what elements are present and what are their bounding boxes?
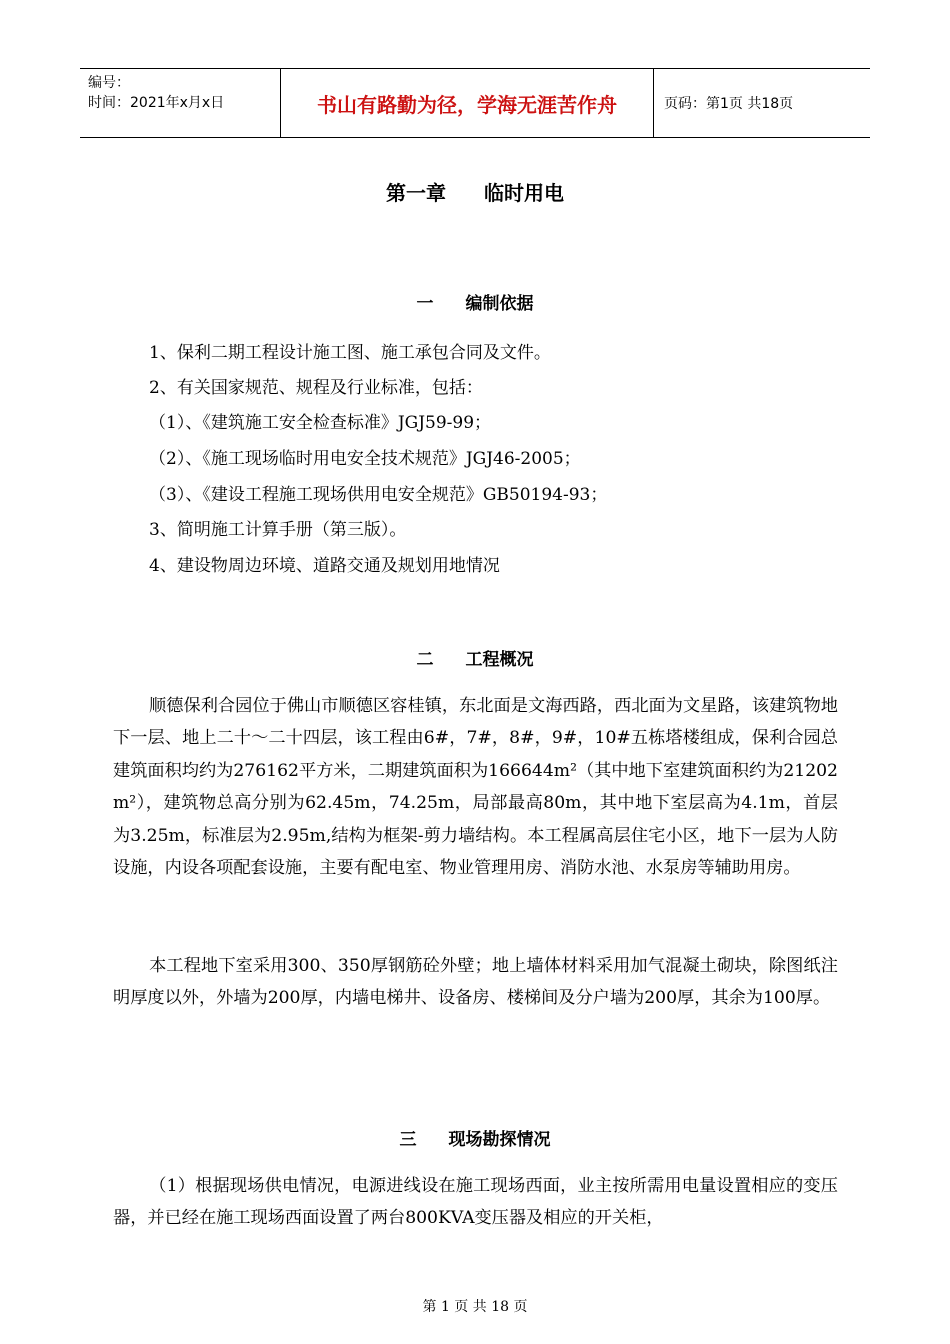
basis-item: 1、保利二期工程设计施工图、施工承包合同及文件。: [149, 343, 551, 363]
wall-paragraph: 本工程地下室采用300、350厚钢筋砼外壁；地上墙体材料采用加气混凝土砌块，除图纸注明厚度以外，外墙为200厚，内墙电梯井、设备房、楼梯间及分户墙为200厚，其余为100厚。: [113, 956, 838, 1009]
header-motto: 书山有路勤为径，学海无涯苦作舟: [280, 69, 654, 137]
header-meta: [80, 69, 280, 137]
number-label: 编号：: [88, 75, 130, 91]
page-footer: 第 1 页 共 18 页: [422, 1299, 528, 1315]
chapter-title: [0, 177, 950, 206]
page-indicator: 页码：第1页 共18页: [664, 96, 794, 112]
section-heading-2: 二 工程概况: [416, 650, 534, 670]
basis-item: 4、建设物周边环境、道路交通及规划用地情况: [149, 556, 500, 576]
basis-item: （1）、《建筑施工安全检查标准》JGJ59-99；: [149, 413, 492, 433]
basis-item: （3）、《建设工程施工现场供用电安全规范》GB50194-93；: [149, 485, 608, 505]
date-label: 时间：2021年x月x日: [88, 95, 225, 111]
overview-paragraph: 顺德保利合园位于佛山市顺德区容桂镇，东北面是文海西路，西北面为文星路，该建筑物地下一层、地上二十～二十四层，该工程由6#，7#，8#，9#，10#五栋塔楼组成，保利合园总建筑面积均约为276162平方米，二期建筑面积为166644m²（其中地下室建筑面积约为21202 m²），建筑物总高分别为62.45m，74.25m，局部最高80m，其中地下室层高为4.1m，首层为3.25m，标准层为2.95m,结构为框架-剪力墙结构。本工程属高层住宅小区，地下一层为人防设施，内设各项配套设施，主要有配电室、物业管理用房、消防水池、水泵房等辅助用房。: [113, 696, 838, 879]
section-heading-1: 一 编制依据: [416, 294, 534, 314]
basis-item: 3、简明施工计算手册（第三版）。: [149, 520, 407, 540]
section-heading-3: 三 现场勘探情况: [399, 1130, 551, 1150]
basis-item: 2、有关国家规范、规程及行业标准，包括：: [149, 378, 483, 398]
page-header: [80, 68, 870, 138]
chapter-number: 第一章: [386, 181, 446, 205]
site-paragraph: （1）根据现场供电情况，电源进线设在施工现场西面，业主按所需用电量设置相应的变压器，并已经在施工现场西面设置了两台800KVA变压器及相应的开关柜，: [113, 1176, 838, 1229]
chapter-name: 临时用电: [484, 181, 564, 205]
basis-item: （2）、《施工现场临时用电安全技术规范》JGJ46-2005；: [149, 449, 581, 469]
